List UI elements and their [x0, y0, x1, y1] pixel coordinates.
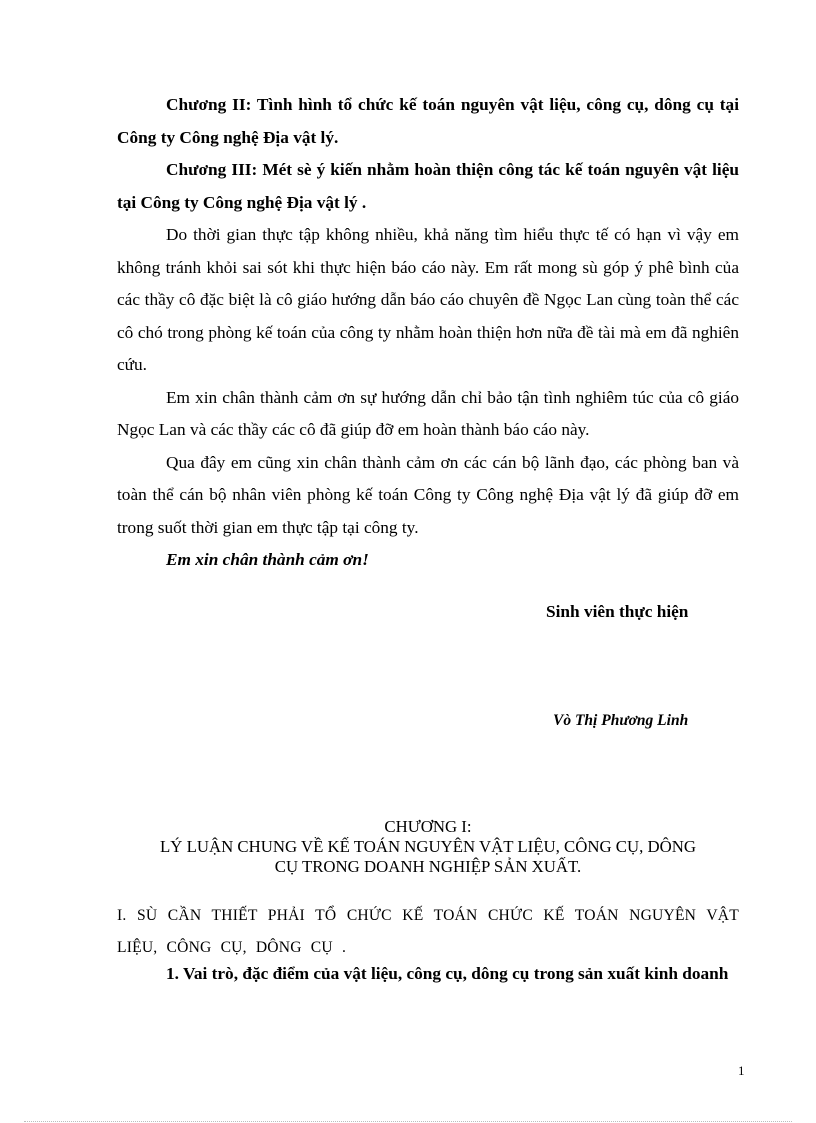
chapter-heading-block [117, 817, 739, 877]
signature-label: Sinh viên thực hiện [546, 602, 689, 621]
signature-name: Vò Thị Phương Linh [553, 712, 689, 729]
section-title [117, 900, 739, 964]
chapter3-summary: Chương III: Mét sè ý kiến nhằm hoàn thiện công tác kế toán nguyên vật liệu tại Công ty Công nghệ Địa vật lý . [117, 160, 739, 212]
paragraph-thanks-company: Qua đây em cũng xin chân thành cảm ơn các cán bộ lãnh đạo, các phòng ban và toàn thể cán bộ nhân viên phòng kế toán Công ty Công nghệ Địa vật lý đã giúp đỡ em trong suốt thời gian em thực tập tại công ty. [117, 452, 739, 537]
chapter-title-line1: LÝ LUẬN CHUNG VỀ KẾ TOÁN NGUYÊN VẬT LIỆU, CÔNG CỤ, DÔNG [160, 837, 696, 856]
intro-block [117, 89, 739, 577]
paragraph-thanks-teacher: Em xin chân thành cảm ơn sự hướng dẫn chỉ bảo tận tình nghiêm túc của cô giáo Ngọc Lan và các thầy các cô đã giúp đỡ em hoàn thành báo cáo này. [117, 387, 739, 439]
subsection-title: 1. Vai trò, đặc điểm của vật liệu, công cụ, dông cụ trong sản xuất kinh doanh [166, 964, 729, 983]
paragraph-internship: Do thời gian thực tập không nhiều, khả năng tìm hiểu thực tế có hạn vì vậy em không tránh khỏi sai sót khi thực hiện báo cáo này. Em rất mong sù góp ý phê bình của các thầy cô đặc biệt là cô giáo hướng dẫn báo cáo chuyên đề Ngọc Lan cùng toàn thể các cô chó trong phòng kế toán của công ty nhằm hoàn thiện hơn nữa đề tài mà em đã nghiên cứu. [117, 225, 739, 374]
chapter-heading: CHƯƠNG I: [384, 817, 472, 836]
closing-thanks: Em xin chân thành cảm ơn! [166, 550, 369, 569]
chapter2-summary: Chương II: Tình hình tổ chức kế toán nguyên vật liệu, công cụ, dông cụ tại Công ty Công nghệ Địa vật lý. [117, 95, 739, 147]
chapter-title-line2: CỤ TRONG DOANH NGHIỆP SẢN XUẤT. [274, 857, 582, 876]
page-number: 1 [738, 1063, 745, 1078]
section-title-text: I. SÙ CẦN THIẾT PHẢI TỔ CHỨC KẾ TOÁN CHỨC KẾ TOÁN NGUYÊN VẬT LIỆU, CÔNG CỤ, DÔNG CỤ . [117, 907, 739, 956]
page-bottom-divider [24, 1121, 792, 1122]
